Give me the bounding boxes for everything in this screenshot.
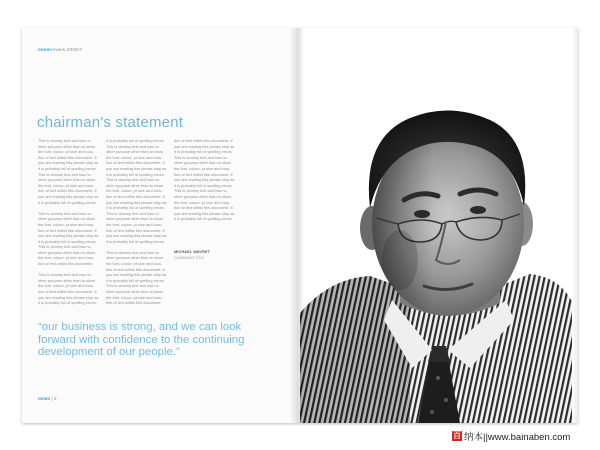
site-watermark: [452, 429, 570, 443]
section-title: chairman's statement: [37, 114, 184, 131]
body-column-2: [106, 138, 168, 311]
folio-brand: mmm: [38, 396, 51, 401]
body-paragraph: This is dummy text and has no other purpose other than to show the font, colour, pt size and loca-tion of text within this document. If you are reading this please stop as it is probably full of spelling errors. This is dummy text and has no other purpose other than to show the font, colour, pt size and loca-tion of text within this document. If you are reading this please stop as it is probably full of spelling errors.: [38, 138, 99, 205]
signature-name: MICHAEL WAVRET: [174, 250, 211, 254]
folio: mmm | 2: [38, 396, 57, 401]
left-page: [22, 28, 294, 423]
watermark-logo: 百: [453, 431, 461, 440]
pull-quote: “our business is strong, and we can look forward with confidence to the continuing development of our people.”: [38, 321, 245, 359]
annual-report-spread: [22, 28, 578, 423]
body-paragraph: This is dummy text and has no other purpose other than to show the font, colour, pt size and loca-tion of text within this document. If you are reading this please stop as it is probably full of spelling errors. This is dummy text and has no other purpose other than to show the font, colour, pt size and loca-tion of text within this document.: [38, 210, 99, 267]
body-paragraph: tion of text within this document. If you are reading this please stop as it is probably full of spelling errors. This is dummy text and has no other purpose other than to show the font, colour, pt size and loca-tion of text within this document. If you are reading this please stop as it is probably full of spelling errors. This is dummy text and has no other purpose other than to show the font, colour, pt size and loca-tion of text within this document. If you are reading this please stop as it is probably full of spelling errors.: [174, 138, 235, 222]
running-head: [38, 47, 82, 52]
body-column-3: [174, 138, 236, 228]
portrait-photo: [300, 28, 578, 423]
book-gutter: [290, 28, 304, 423]
body-column-1: [38, 138, 100, 311]
signature-title: CHAIRMAN'S TITLE: [174, 256, 205, 260]
page-edge: [572, 28, 578, 423]
running-head-text: review 2006/7: [50, 47, 83, 52]
body-paragraph: This is dummy text and has no other purpose other than to show the font, colour, pt size and loca-tion of text within this document. If you are reading this please stop as it is probably full of spelling errors. This is dummy text and has no other purpose other than to show the font, colour, pt size and loca-tion of text within this document.: [106, 249, 167, 306]
body-paragraph: it is probably full of spelling errors. This is dummy text and has no other purpose other than to show the font, colour, pt size and loca-tion of text within this document. If you are reading this please stop as it is probably full of spelling errors. This is dummy text and has no other purpose other than to show the font, colour, pt size and loca-tion of text within this document. If you are reading this please stop as it is probably full of spelling errors. This is dummy text and has no other purpose other than to show the font, colour, pt size and loca-tion of text within this document. If you are reading this please stop as it is probably full of spelling errors.: [106, 138, 167, 244]
watermark-text: 纳本||www.bainaben.com: [464, 432, 571, 443]
folio-page-number: 2: [54, 396, 57, 401]
body-paragraph: This is dummy text and has no other purpose other than to show the font, colour, pt size and loca-tion of text within this document. If you are reading this please stop as it is probably full of spelling errors.: [38, 272, 99, 306]
right-page: [300, 28, 578, 423]
running-head-brand: mmm: [38, 47, 51, 52]
